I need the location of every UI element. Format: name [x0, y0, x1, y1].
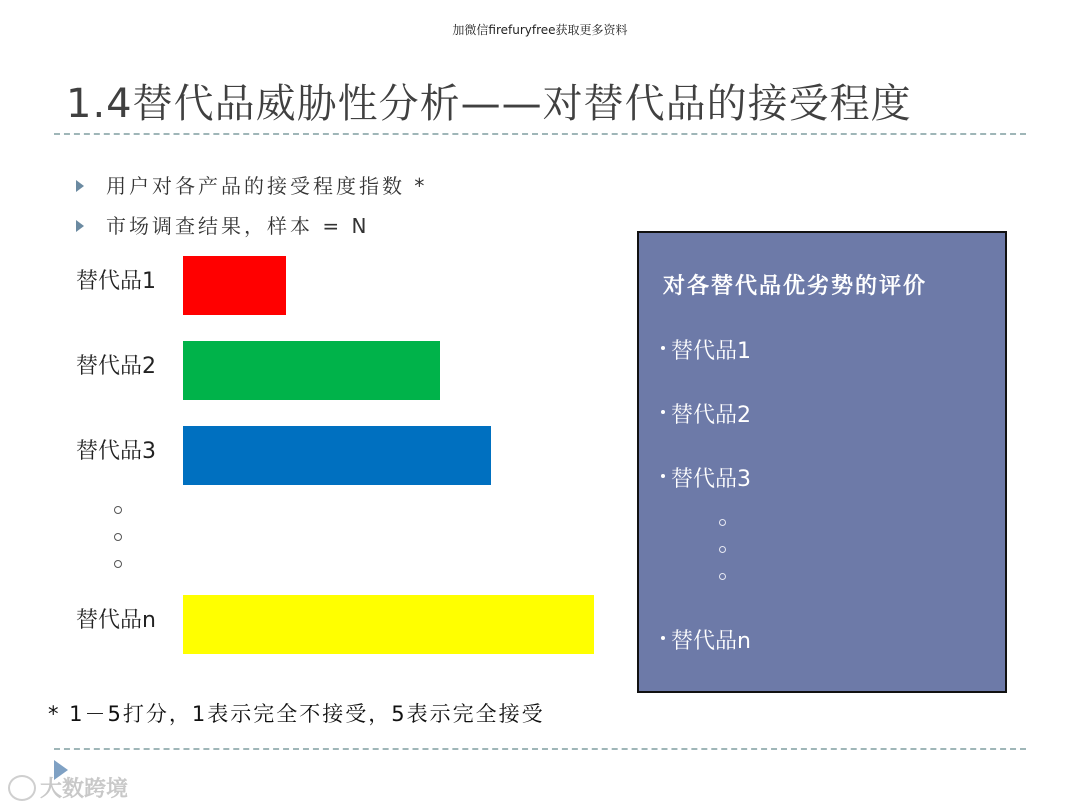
panel-item-label: 替代品3 [671, 467, 751, 492]
bullet-dot-icon [661, 346, 665, 350]
bar [183, 426, 491, 485]
bar-label: 替代品1 [76, 269, 156, 294]
bullet-dot-icon [661, 410, 665, 414]
bar [183, 256, 286, 315]
slide-title: 1.4替代品威胁性分析——对替代品的接受程度 [66, 81, 912, 127]
panel-item-label: 替代品n [671, 629, 751, 654]
ellipsis-dot [719, 546, 726, 553]
bar [183, 595, 594, 654]
panel-item [661, 334, 751, 365]
bullet-1 [76, 170, 427, 199]
watermark-text: 大数跨境 [40, 777, 129, 802]
bar [183, 341, 440, 400]
ellipsis-dot [114, 506, 122, 514]
watermark [8, 772, 128, 803]
ellipsis-dot [719, 573, 726, 580]
ellipsis-dot [719, 519, 726, 526]
panel-item [661, 624, 751, 655]
footnote: * 1－5打分，1表示完全不接受，5表示完全接受 [48, 702, 545, 726]
ellipsis-dot [114, 560, 122, 568]
triangle-right-icon [76, 220, 84, 232]
panel-item [661, 398, 751, 429]
panel-item [661, 462, 751, 493]
footer-divider [54, 748, 1026, 750]
title-divider [54, 133, 1026, 135]
panel-title: 对各替代品优劣势的评价 [663, 274, 928, 299]
bullet-dot-icon [661, 474, 665, 478]
bar-label: 替代品n [76, 608, 156, 633]
panel-item-label: 替代品2 [671, 403, 751, 428]
bar-label: 替代品2 [76, 354, 156, 379]
bullet-2 [76, 210, 369, 239]
bullet-1-text: 用户对各产品的接受程度指数 * [106, 174, 428, 198]
triangle-right-icon [76, 180, 84, 192]
logo-icon [8, 775, 36, 801]
ellipsis-dot [114, 533, 122, 541]
bar-label: 替代品3 [76, 439, 156, 464]
bullet-2-text: 市场调查结果，样本 = N [106, 214, 370, 238]
evaluation-panel [637, 231, 1007, 693]
header-note: 加微信firefuryfree获取更多资料 [452, 23, 628, 37]
bullet-dot-icon [661, 636, 665, 640]
panel-item-label: 替代品1 [671, 339, 751, 364]
